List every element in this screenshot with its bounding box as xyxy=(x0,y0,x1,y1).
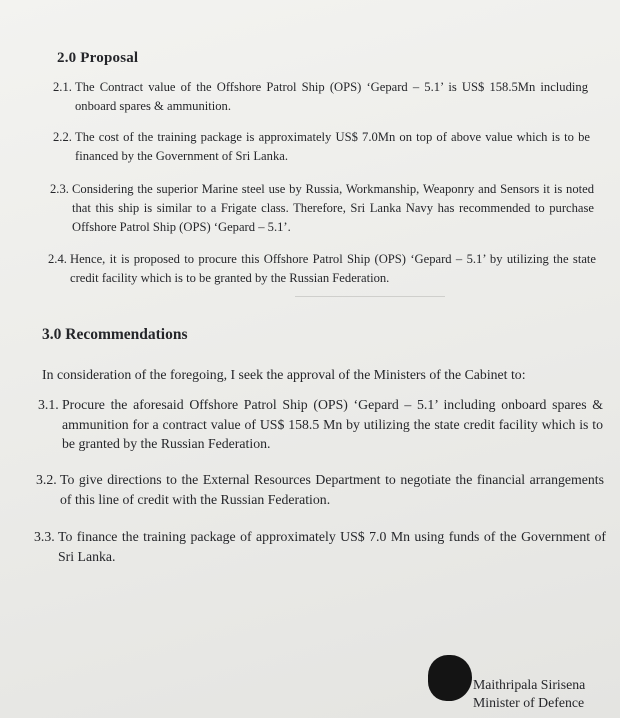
item-text: To finance the training package of approximately US$ 7.0 Mn using funds of the Government of Sri Lanka. xyxy=(58,529,606,564)
item-number: 3.3. xyxy=(34,529,55,544)
item-text: The Contract value of the Offshore Patrol Ship (OPS) ‘Gepard – 5.1’ is US$ 158.5Mn including onboard spares & ammunition. xyxy=(75,80,588,113)
item-number: 2.4. xyxy=(48,252,67,266)
redacted-signature xyxy=(428,655,472,701)
list-item xyxy=(34,527,606,566)
item-number: 3.1. xyxy=(38,397,59,412)
item-text: The cost of the training package is approximately US$ 7.0Mn on top of above value which is to be financed by the Government of Sri Lanka. xyxy=(75,130,590,163)
recommendations-intro: In consideration of the foregoing, I seek the approval of the Ministers of the Cabinet to: xyxy=(42,367,526,382)
signatory-name: Maithripala Sirisena xyxy=(473,677,586,692)
list-item xyxy=(50,180,594,237)
list-item xyxy=(38,395,603,454)
signature-block xyxy=(473,676,585,712)
item-number: 2.3. xyxy=(50,182,69,196)
list-item xyxy=(53,128,590,166)
item-text: Considering the superior Marine steel use by Russia, Workmanship, Weaponry and Sensors it is noted that this ship is similar to a Frigate class. Therefore, Sri Lanka Navy has recommended to purchase Offshore Patrol Ship (OPS) ‘Gepard – 5.1’. xyxy=(72,182,594,234)
item-number: 2.2. xyxy=(53,130,72,144)
divider xyxy=(295,296,445,297)
list-item xyxy=(36,470,604,509)
section-2-heading: 2.0 Proposal xyxy=(57,50,139,66)
list-item xyxy=(48,250,596,288)
signatory-title: Minister of Defence xyxy=(473,695,585,710)
item-text: Hence, it is proposed to procure this Offshore Patrol Ship (OPS) ‘Gepard – 5.1’ by utilizing the state credit facility which is to be granted by the Russian Federation. xyxy=(70,252,596,285)
item-text: Procure the aforesaid Offshore Patrol Ship (OPS) ‘Gepard – 5.1’ including onboard spares & ammunition for a contract value of US$ 158.5 Mn by utilizing the state credit facility which is to be granted by the Russian Federation. xyxy=(62,397,603,451)
list-item xyxy=(53,78,588,116)
item-number: 3.2. xyxy=(36,472,57,487)
item-number: 2.1. xyxy=(53,80,72,94)
section-3-heading: 3.0 Recommendations xyxy=(42,326,188,343)
item-text: To give directions to the External Resources Department to negotiate the financial arrangements of this line of credit with the Russian Federation. xyxy=(60,472,604,507)
